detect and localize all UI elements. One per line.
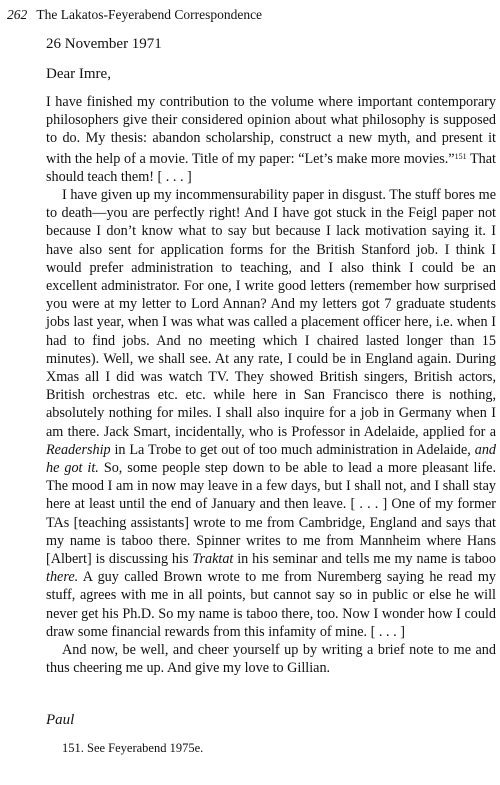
book-title: The Lakatos-Feyerabend Correspondence [36,7,263,22]
paragraph-3: And now, be well, and cheer yourself up by writing a brief note to me and thus cheering me up. And give my love to Gillian. [46,642,496,677]
letter-signature: Paul [46,712,75,728]
letter-body [46,93,496,678]
running-header [7,7,262,23]
letter-date: 26 November 1971 [46,36,162,52]
paragraph-2: I have given up my incommensurability paper in disgust. The stuff bores me to death—you are perfectly right! And I have got stuck in the Feigl paper not because I don’t know what to say but because I lack motivation saying it. I have also sent for application forms for the British Stanford job. I think I would prefer administration to teaching, and I also think I could be an excellent administrator. For one, I write good letters (remember how surprised you were at my letter to Lord Annan? And my letters got 7 graduate students jobs last year, when I was what was called a placement officer here, i.e. when I had to find jobs. And no meeting which I chaired lasted longer than 15 minutes). Well, we shall see. At any rate, I could be in England again. During Xmas all I did was watch TV. They showed British singers, British actors, British orchestras etc. etc. while here in San Francisco there is nothing, absolutely nothing for miles. I shall also inquire for a job in Germany when I am there. Jack Smart, incidentally, who is Professor in Adelaide, applied for a Readership in La Trobe to get out of too much administration in Adelaide, and he got it. So, some people step down to be able to lead a more pleasant life. The mood I am in now may leave in a few days, but I shall not, and I shall stay here at least until the end of January and then leave. [ . . . ] One of my former TAs [teaching assistants] wrote to me from Cambridge, England and says that my name is taboo there. Spinner writes to me from Mannheim where Hans [Albert] is discussing his Traktat in his seminar and tells me my name is taboo there. A guy called Brown wrote to me from Nuremberg saying he read my stuff, agrees with me in all points, but cannot say so in public or else he will never get his Ph.D. So my name is taboo there, too. Now I wonder how I could draw some financial rewards from this infamity of mine. [ . . . ] [46,187,496,640]
page-number: 262 [7,7,28,22]
paragraph-1: I have finished my contribution to the volume where important contemporary philosophers give their considered opinion about what philosophy is supposed to do. My thesis: abandon scholarship, construct a new myth, and present it with the help of a movie. Title of my paper: “Let’s make more movies.”$^{151}$ That should teach them! [ . . . ] [46,94,496,185]
letter-salutation: Dear Imre, [46,66,111,82]
footnote: 151. See Feyerabend 1975e. [62,741,204,755]
footnote-marker: 151 [454,151,467,161]
